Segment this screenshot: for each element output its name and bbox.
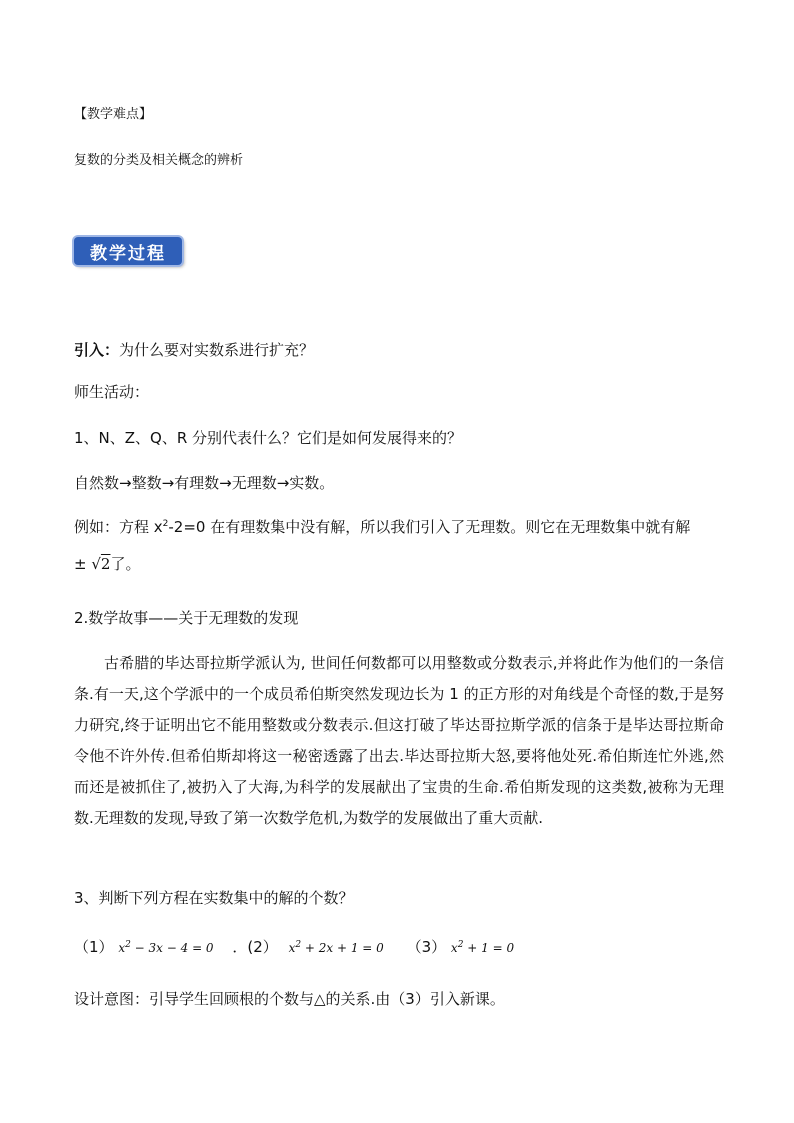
eq-separator: ． xyxy=(232,938,248,956)
eq1-label: （1） xyxy=(74,938,114,956)
plus-minus: ± xyxy=(74,555,87,573)
intro-question: 为什么要对实数系进行扩充？ xyxy=(119,341,315,359)
sqrt-radicand: 2 xyxy=(100,555,111,573)
example-text-a: 例如：方程 x xyxy=(74,518,163,536)
example-line-1 xyxy=(74,516,690,537)
story-paragraph: 古希腊的毕达哥拉斯学派认为, 世间任何数都可以用整数或分数表示,并将此作为他们的一条信条.有一天,这个学派中的一个成员希伯斯突然发现边长为 1 的正方形的对角线是个奇怪的数,于是努力研究,终于证明出它不能用整数或分数表示.但这打破了毕达哥拉斯学派的信条于是毕达哥拉斯命令他不许外传.但希伯斯却将这一秘密透露了出去.毕达哥拉斯大怒,要将他处死.希伯斯连忙外逃,然而还是被抓住了,被扔入了大海,为科学的发展献出了宝贵的生命.希伯斯发现的这类数,被称为无理数.无理数的发现,导致了第一次数学危机,为数学的发展做出了重大贡献. xyxy=(74,654,724,827)
difficulty-text: 复数的分类及相关概念的辨析 xyxy=(74,153,244,168)
eq3-label: （3） xyxy=(406,938,447,956)
teaching-process-badge: 教学过程 xyxy=(74,237,182,265)
example-exponent: 2 xyxy=(162,519,169,529)
example-tail: 了。 xyxy=(110,555,141,573)
equation-1: $x^2 - 3x - 4 = 0$ xyxy=(118,940,214,955)
difficulty-heading: 【教学难点】 xyxy=(74,107,153,122)
design-intent: 设计意图：引导学生回顾根的个数与△的关系.由（3）引入新课。 xyxy=(74,990,505,1008)
item1-question: 1、N、Z、Q、R 分别代表什么？它们是如何发展得来的？ xyxy=(74,429,463,447)
equation-3: $x^2 + 1 = 0$ xyxy=(450,940,515,955)
number-chain: 自然数→整数→有理数→无理数→实数。 xyxy=(74,474,335,492)
item2-title: 2.数学故事——关于无理数的发现 xyxy=(74,609,299,627)
equation-2: $x^2 + 2x + 1 = 0$ xyxy=(288,940,384,955)
intro-line xyxy=(74,339,314,360)
example-text-b: -2=0 在有理数集中没有解，所以我们引入了无理数。则它在无理数集中就有解 xyxy=(168,518,691,536)
intro-label: 引入： xyxy=(74,341,120,359)
item3-question: 3、判断下列方程在实数集中的解的个数？ xyxy=(74,889,354,907)
activity-label: 师生活动： xyxy=(74,383,150,401)
sqrt-expression: √2 xyxy=(91,555,111,573)
equations-row xyxy=(74,936,514,957)
example-line-2 xyxy=(74,553,140,574)
eq2-label: (2） xyxy=(247,938,278,956)
